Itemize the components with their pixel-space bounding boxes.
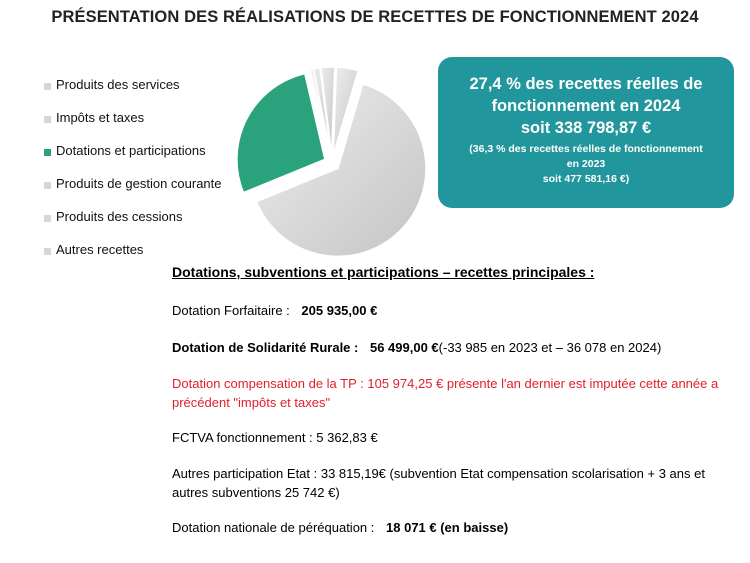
legend-swatch (44, 149, 51, 156)
etat-line-2: autres subventions 25 742 €) (172, 485, 340, 500)
etat-line-1: Autres participation Etat : 33 815,19€ (subvention Etat compensation scolarisation + 3 ans et (172, 466, 705, 481)
legend-label: Dotations et participations (56, 143, 206, 158)
tp-line-2: précédent "impôts et taxes" (172, 395, 331, 410)
tp-line-1: Dotation compensation de la TP : 105 974,25 € présente l'an dernier est imputée cette année a (172, 376, 719, 391)
solidarite-note: (-33 985 en 2023 et – 36 078 en 2024) (438, 340, 662, 355)
perequation-value: 18 071 € (en baisse) (386, 520, 509, 535)
section-heading: Dotations, subventions et participations – recettes principales : (172, 264, 595, 280)
highlight-callout (438, 57, 734, 208)
perequation-row (172, 520, 508, 535)
legend-swatch (44, 215, 51, 222)
legend-label: Impôts et taxes (56, 110, 145, 125)
legend-label: Produits des cessions (56, 209, 183, 224)
slice-dotations (237, 74, 325, 193)
solidarite-label: Dotation de Solidarité Rurale : (172, 340, 359, 355)
forfaitaire-value: 205 935,00 € (301, 303, 378, 318)
legend-swatch (44, 248, 51, 255)
legend-swatch (44, 83, 51, 90)
solidarite-row (172, 340, 661, 355)
callout-note: (36,3 % des recettes réelles de fonctionnement (469, 143, 703, 155)
legend-label: Autres recettes (56, 242, 144, 257)
legend-swatch (44, 182, 51, 189)
page-title: PRÉSENTATION DES RÉALISATIONS DE RECETTES DE FONCTIONNEMENT 2024 (51, 8, 699, 26)
legend-label: Produits des services (56, 77, 180, 92)
callout-note: en 2023 (566, 158, 606, 170)
fctva-row: FCTVA fonctionnement : 5 362,83 € (172, 430, 378, 445)
forfaitaire-label: Dotation Forfaitaire : (172, 303, 290, 318)
pie-chart (222, 60, 432, 260)
perequation-label: Dotation nationale de péréquation : (172, 520, 375, 535)
callout-note: soit 477 581,16 €) (542, 173, 630, 185)
callout-line: 27,4 % des recettes réelles de (469, 75, 703, 93)
pie-slices (237, 67, 426, 256)
callout-line: soit 338 798,87 € (520, 119, 652, 137)
legend-swatch (44, 116, 51, 123)
callout-line: fonctionnement en 2024 (491, 97, 681, 115)
solidarite-value: 56 499,00 € (369, 340, 439, 355)
legend-label: Produits de gestion courante (56, 176, 222, 191)
forfaitaire-row (172, 303, 377, 318)
